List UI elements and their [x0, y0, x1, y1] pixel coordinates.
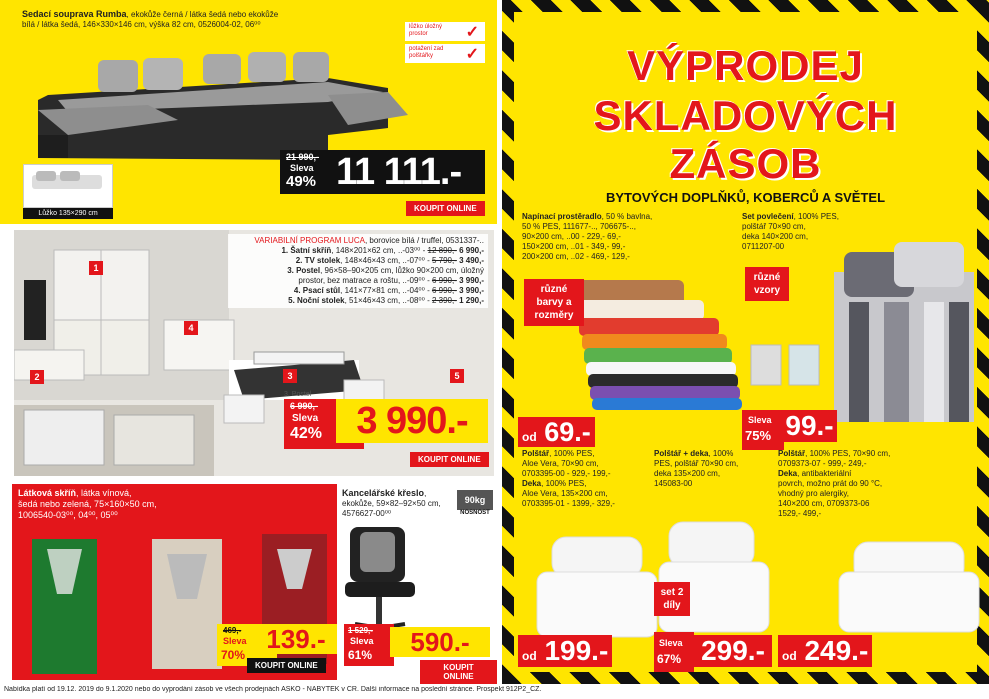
check-icon: ✓ — [465, 24, 479, 41]
luca-discount: 42% — [290, 425, 323, 442]
sofa-desc1: , ekokůže černá / látka šedá nebo ekokůže — [126, 10, 279, 19]
sofa-sleva-label: Sleva — [290, 163, 314, 173]
luca-price: 3 990.- — [336, 399, 488, 443]
luca-buy-button[interactable]: KOUPIT ONLINE — [410, 452, 489, 467]
chair-price: 590.- — [390, 627, 490, 657]
footer-disclaimer: Nabídka platí od 19.12. 2019 do 9.1.2020 nebo do vyprodání zásob ve všech prodejnách ASKO - NÁBYTEK v ČR. Další informace na poslední stránce. Prospekt 912P2_CZ. — [4, 686, 542, 693]
weight-capacity-badge: 90kg NOSNOST — [457, 490, 493, 520]
pillow1-price-box: od 199.- — [518, 635, 612, 667]
pillow2-image — [654, 517, 774, 637]
pillow2-discount: 67% — [657, 652, 682, 666]
luca-item-2: 2. TV stolek, 148×46×43 cm, ..-07⁰⁰ - 5 790,- 3 490,- — [295, 256, 484, 265]
luca-item-4: 4. Psací stůl, 141×77×81 cm, ..-04⁰⁰ - 6 990,- 3 990,- — [293, 286, 484, 295]
pillow1-price: 199.- — [544, 635, 609, 666]
pillow2-discount-box: Sleva 67% — [654, 632, 694, 672]
chair-discount: 61% — [348, 648, 373, 662]
sofa-image — [28, 40, 408, 160]
luca-panel — [0, 226, 497, 480]
chair-panel — [340, 484, 497, 680]
chair-description: Kancelářské křeslo, ekokůže, 59×82–92×50 cm, 4576627-00⁰⁰ — [342, 488, 441, 518]
sofa-buy-button[interactable]: KOUPIT ONLINE — [406, 201, 485, 216]
luca-item-3b: prostor, bez matrace a roštu, ..-09⁰⁰ - 6 990,- 3 990,- — [298, 276, 484, 285]
wardrobe-discount: 70% — [221, 648, 246, 662]
feature-storage: lůžko úložný prostor ✓ — [405, 22, 485, 41]
pillow2-price: 299.- — [694, 635, 772, 667]
pillow2-title: Polštář + deka — [654, 449, 709, 458]
pillow2-badge: set 2 díly — [654, 582, 690, 616]
headline-line2: SKLADOVÝCH — [593, 92, 898, 139]
pillow3-price: 249.- — [804, 635, 869, 666]
luca-item-3: 3. Postel, 96×58–90×205 cm, lůžko 90×200 cm, úložný — [287, 266, 484, 275]
sofa-bed-thumbnail — [23, 164, 113, 208]
tag-wardrobe: 1 — [89, 261, 103, 275]
headline-subtitle: BYTOVÝCH DOPLŇKŮ, KOBERCŮ A SVĚTEL — [605, 190, 886, 205]
pillow3-image — [834, 537, 984, 637]
sofa-desc2: bílá / látka šedá, 146×330×146 cm, výška 82 cm, 0526004-02, 06⁰⁰ — [22, 20, 261, 29]
sofa-panel — [0, 0, 497, 224]
sofa-discount: 49% — [286, 173, 317, 190]
bedding-description: Set povlečení, 100% PES, polštář 70×90 cm, deka 140×200 cm, 0711207-00 — [742, 212, 839, 251]
luca-item-5: 5. Noční stolek, 51×46×43 cm, ..-08⁰⁰ - 2 390,- 1 290,- — [288, 296, 484, 305]
luca-postel-label: 3. Postel — [284, 391, 312, 398]
weight-icon: 90kg — [457, 490, 493, 510]
bedding-variants-image — [749, 340, 824, 390]
chair-buy-button[interactable]: KOUPIT ONLINE — [420, 660, 497, 684]
pillow1-image — [532, 532, 662, 642]
clearance-panel — [502, 0, 989, 684]
tag-desk: 4 — [184, 321, 198, 335]
pillow2-description: Polštář + deka, 100% PES, polštář 70×90 cm, deka 135×200 cm, 145083-00 — [654, 449, 739, 488]
check-icon: ✓ — [465, 46, 479, 63]
bedding-image — [824, 232, 979, 427]
pillow3-description: Polštář, 100% PES, 70×90 cm, 0709373-07 - 999,- 249,- Deka, antibakteriální povrch, možno prát do 90 °C, vhodný pro alergiky, 140×200 cm, 0709373-06 1529,- 499,- — [778, 449, 891, 518]
pillow1-title: Polštář — [522, 449, 550, 458]
bedding-discount: 75% — [745, 428, 772, 443]
pillow3-price-box: od 249.- — [778, 635, 872, 667]
sheet-price-box: od 69.- — [518, 417, 595, 447]
chair-discount-box: 1 529,- Sleva 61% — [344, 624, 394, 666]
wardrobe-price: 139.- — [255, 624, 337, 654]
luca-title: VARIABILNÍ PROGRAM LUCA — [254, 236, 365, 245]
sofa-price-box — [280, 150, 485, 194]
pillow1-description: Polštář, 100% PES, Aloe Vera, 70×90 cm, 0703395-00 - 929,- 199,- Deka, 100% PES, Aloe Vera, 135×200 cm, 0703395-01 - 1399,- 329,- — [522, 449, 615, 508]
sofa-price: 11 111.- — [336, 151, 462, 193]
bedding-badge: různé vzory — [745, 267, 789, 301]
wardrobe-image — [12, 524, 337, 680]
wardrobe-discount-box: 469,- Sleva 70% — [217, 624, 277, 666]
bedding-discount-box: Sleva 75% — [742, 410, 784, 450]
sofa-description — [22, 9, 422, 30]
tag-nightstand: 5 — [450, 369, 464, 383]
sheet-description: Napínací prostěradlo, 50 % bavlna, 50 % PES, 111677-.., 706675-.., 90×200 cm, ..00 - 229,- 69,- 150×200 cm, ..01 - 349,- 99,- 200×200 cm, ..02 - 469,- 129,- — [522, 212, 653, 261]
tag-bed: 3 — [283, 369, 297, 383]
tag-tv-stand: 2 — [30, 370, 44, 384]
luca-item-1: 1. Šatní skříň, 148×201×62 cm, ..-03⁰⁰ - 12 890,- 6 990,- — [281, 246, 484, 255]
bedding-title: Set povlečení — [742, 212, 794, 221]
wardrobe-description: Látková skříň, látka vínová, šedá nebo zelená, 75×160×50 cm, 1006540-03⁰⁰, 04⁰⁰, 05⁰⁰ — [18, 488, 157, 520]
sofa-old-price: 21 990,- — [286, 152, 320, 162]
luca-discount-box: 6 990,- Sleva 42% — [284, 399, 364, 449]
wardrobe-panel — [12, 484, 337, 680]
chair-title: Kancelářské křeslo — [342, 488, 425, 498]
pillow3-title: Polštář — [778, 449, 806, 458]
sheet-price: 69.- — [544, 417, 591, 447]
wardrobe-buy-button[interactable]: KOUPIT ONLINE — [247, 658, 326, 673]
bedding-price: 99.- — [782, 410, 837, 442]
sheet-badge: různé barvy a rozměry — [524, 279, 584, 326]
clearance-inner — [514, 12, 977, 672]
sofa-bed-label: Lůžko 135×290 cm — [23, 208, 113, 219]
sheet-title: Napínací prostěradlo — [522, 212, 602, 221]
luca-description: VARIABILNÍ PROGRAM LUCA, borovice bílá / truffel, 0531337-.. 1. Šatní skříň, 148×201×62 cm, ..-03⁰⁰ - 12 890,- 6 990,- 2. TV stolek, 148×46×43 cm, ..-07⁰⁰ - 5 790,- 3 490,- 3. Postel, 96×58–90×205 cm, lůžko 90×200 cm, úložný prostor, bez matrace a roštu, ..-09⁰⁰ - 6 990,- 3 990,- 4. Psací stůl, 141×77×81 cm, ..-04⁰⁰ - 6 990,- 3 990,- 5. Noční stolek, 51×46×43 cm, ..-08⁰⁰ - 2 390,- 1 290,- — [228, 234, 488, 308]
sofa-name: Sedací souprava Rumba — [22, 9, 127, 19]
feature-cushions: potažení zad polštářky ✓ — [405, 44, 485, 63]
headline-line3: ZÁSOB — [669, 140, 822, 187]
headline-line1: VÝPRODEJ — [627, 42, 864, 89]
wardrobe-title: Látková skříň — [18, 488, 77, 498]
